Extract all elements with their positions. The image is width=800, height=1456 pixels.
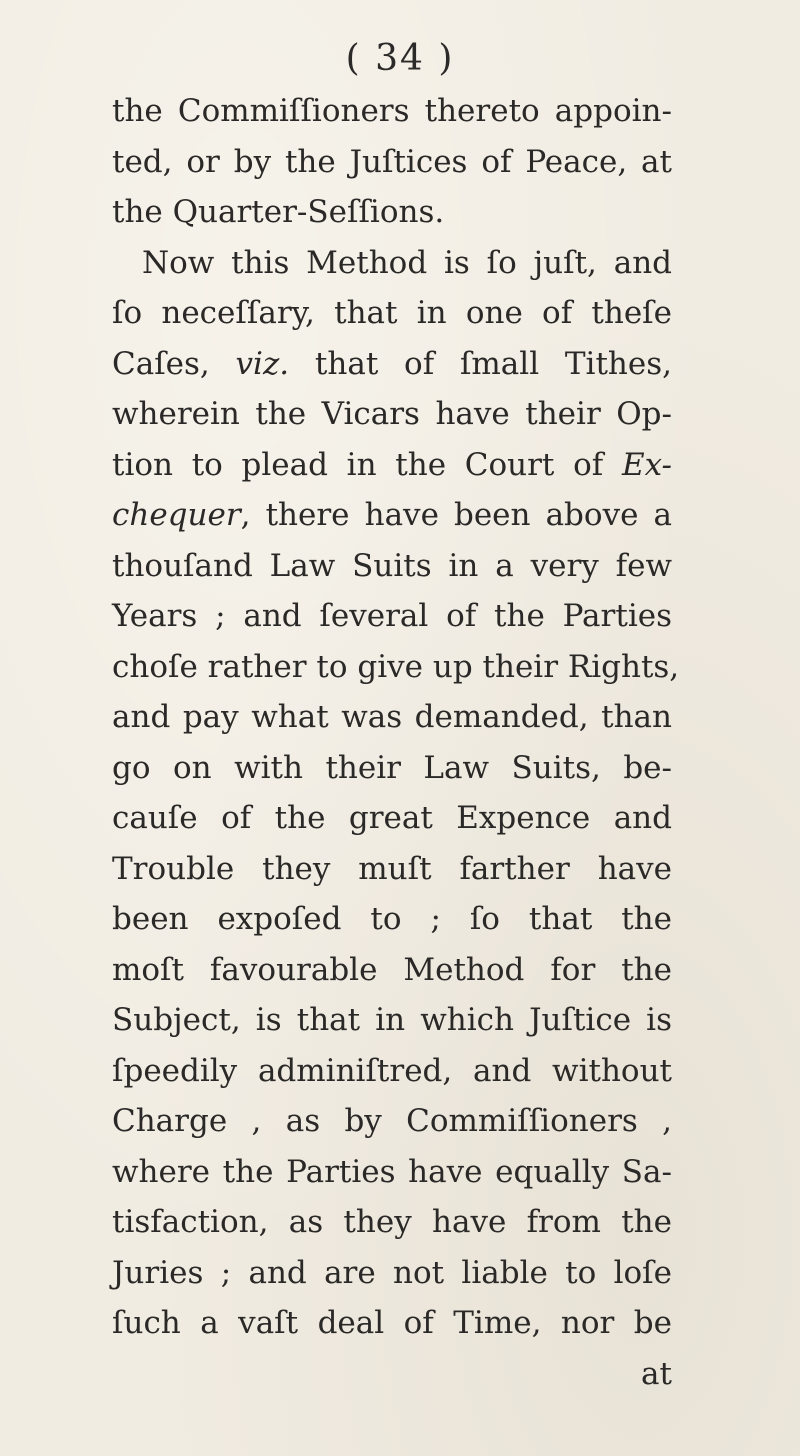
catchword: at — [641, 1355, 672, 1392]
text-line: ted, or by the Juſtices of Peace, at — [112, 143, 672, 180]
text-line: been expoſed to ; ſo that the — [112, 901, 672, 937]
text-line: choſe rather to give up their Rights, — [112, 648, 680, 685]
text-line: tisfaction, as they have from the — [112, 1204, 672, 1240]
text-line: Subject, is that in which Juſtice is — [112, 1002, 672, 1038]
text-line: chequer, there have been above a — [112, 497, 672, 533]
text-line: Juries ; and are not liable to loſe — [112, 1254, 672, 1291]
text-line: Caſes, viz. that of ſmall Tithes, — [112, 345, 673, 382]
body-text — [112, 86, 680, 1399]
text-line: and pay what was demanded, than — [112, 699, 672, 735]
text-line: go on with their Law Suits, be- — [112, 749, 672, 786]
page-number: ( 34 ) — [345, 38, 455, 79]
paragraph-start-line: Now this Method is ſo juſt, and — [142, 244, 672, 281]
text-line: wherein the Vicars have their Op- — [112, 396, 672, 432]
text-line: tion to plead in the Court of Ex- — [112, 446, 672, 483]
text-line: thouſand Law Suits in a very few — [112, 547, 672, 584]
text-line: moſt favourable Method for the — [112, 951, 672, 988]
text-line: Charge , as by Commiſſioners , — [112, 1103, 672, 1139]
text-line: the Quarter-Seſſions. — [112, 194, 445, 230]
text-line: where the Parties have equally Sa- — [112, 1153, 672, 1190]
text-line: Years ; and ſeveral of the Parties — [112, 598, 672, 634]
text-line: ſpeedily adminiſtred, and without — [112, 1052, 672, 1089]
text-line: ſo neceſſary, that in one of theſe — [112, 295, 672, 331]
text-line: ſuch a vaſt deal of Time, nor be — [112, 1305, 672, 1341]
text-line: cauſe of the great Expence and — [112, 800, 672, 836]
text-line: Trouble they muſt farther have — [112, 850, 672, 887]
text-line: the Commiſſioners thereto appoin- — [112, 93, 672, 129]
